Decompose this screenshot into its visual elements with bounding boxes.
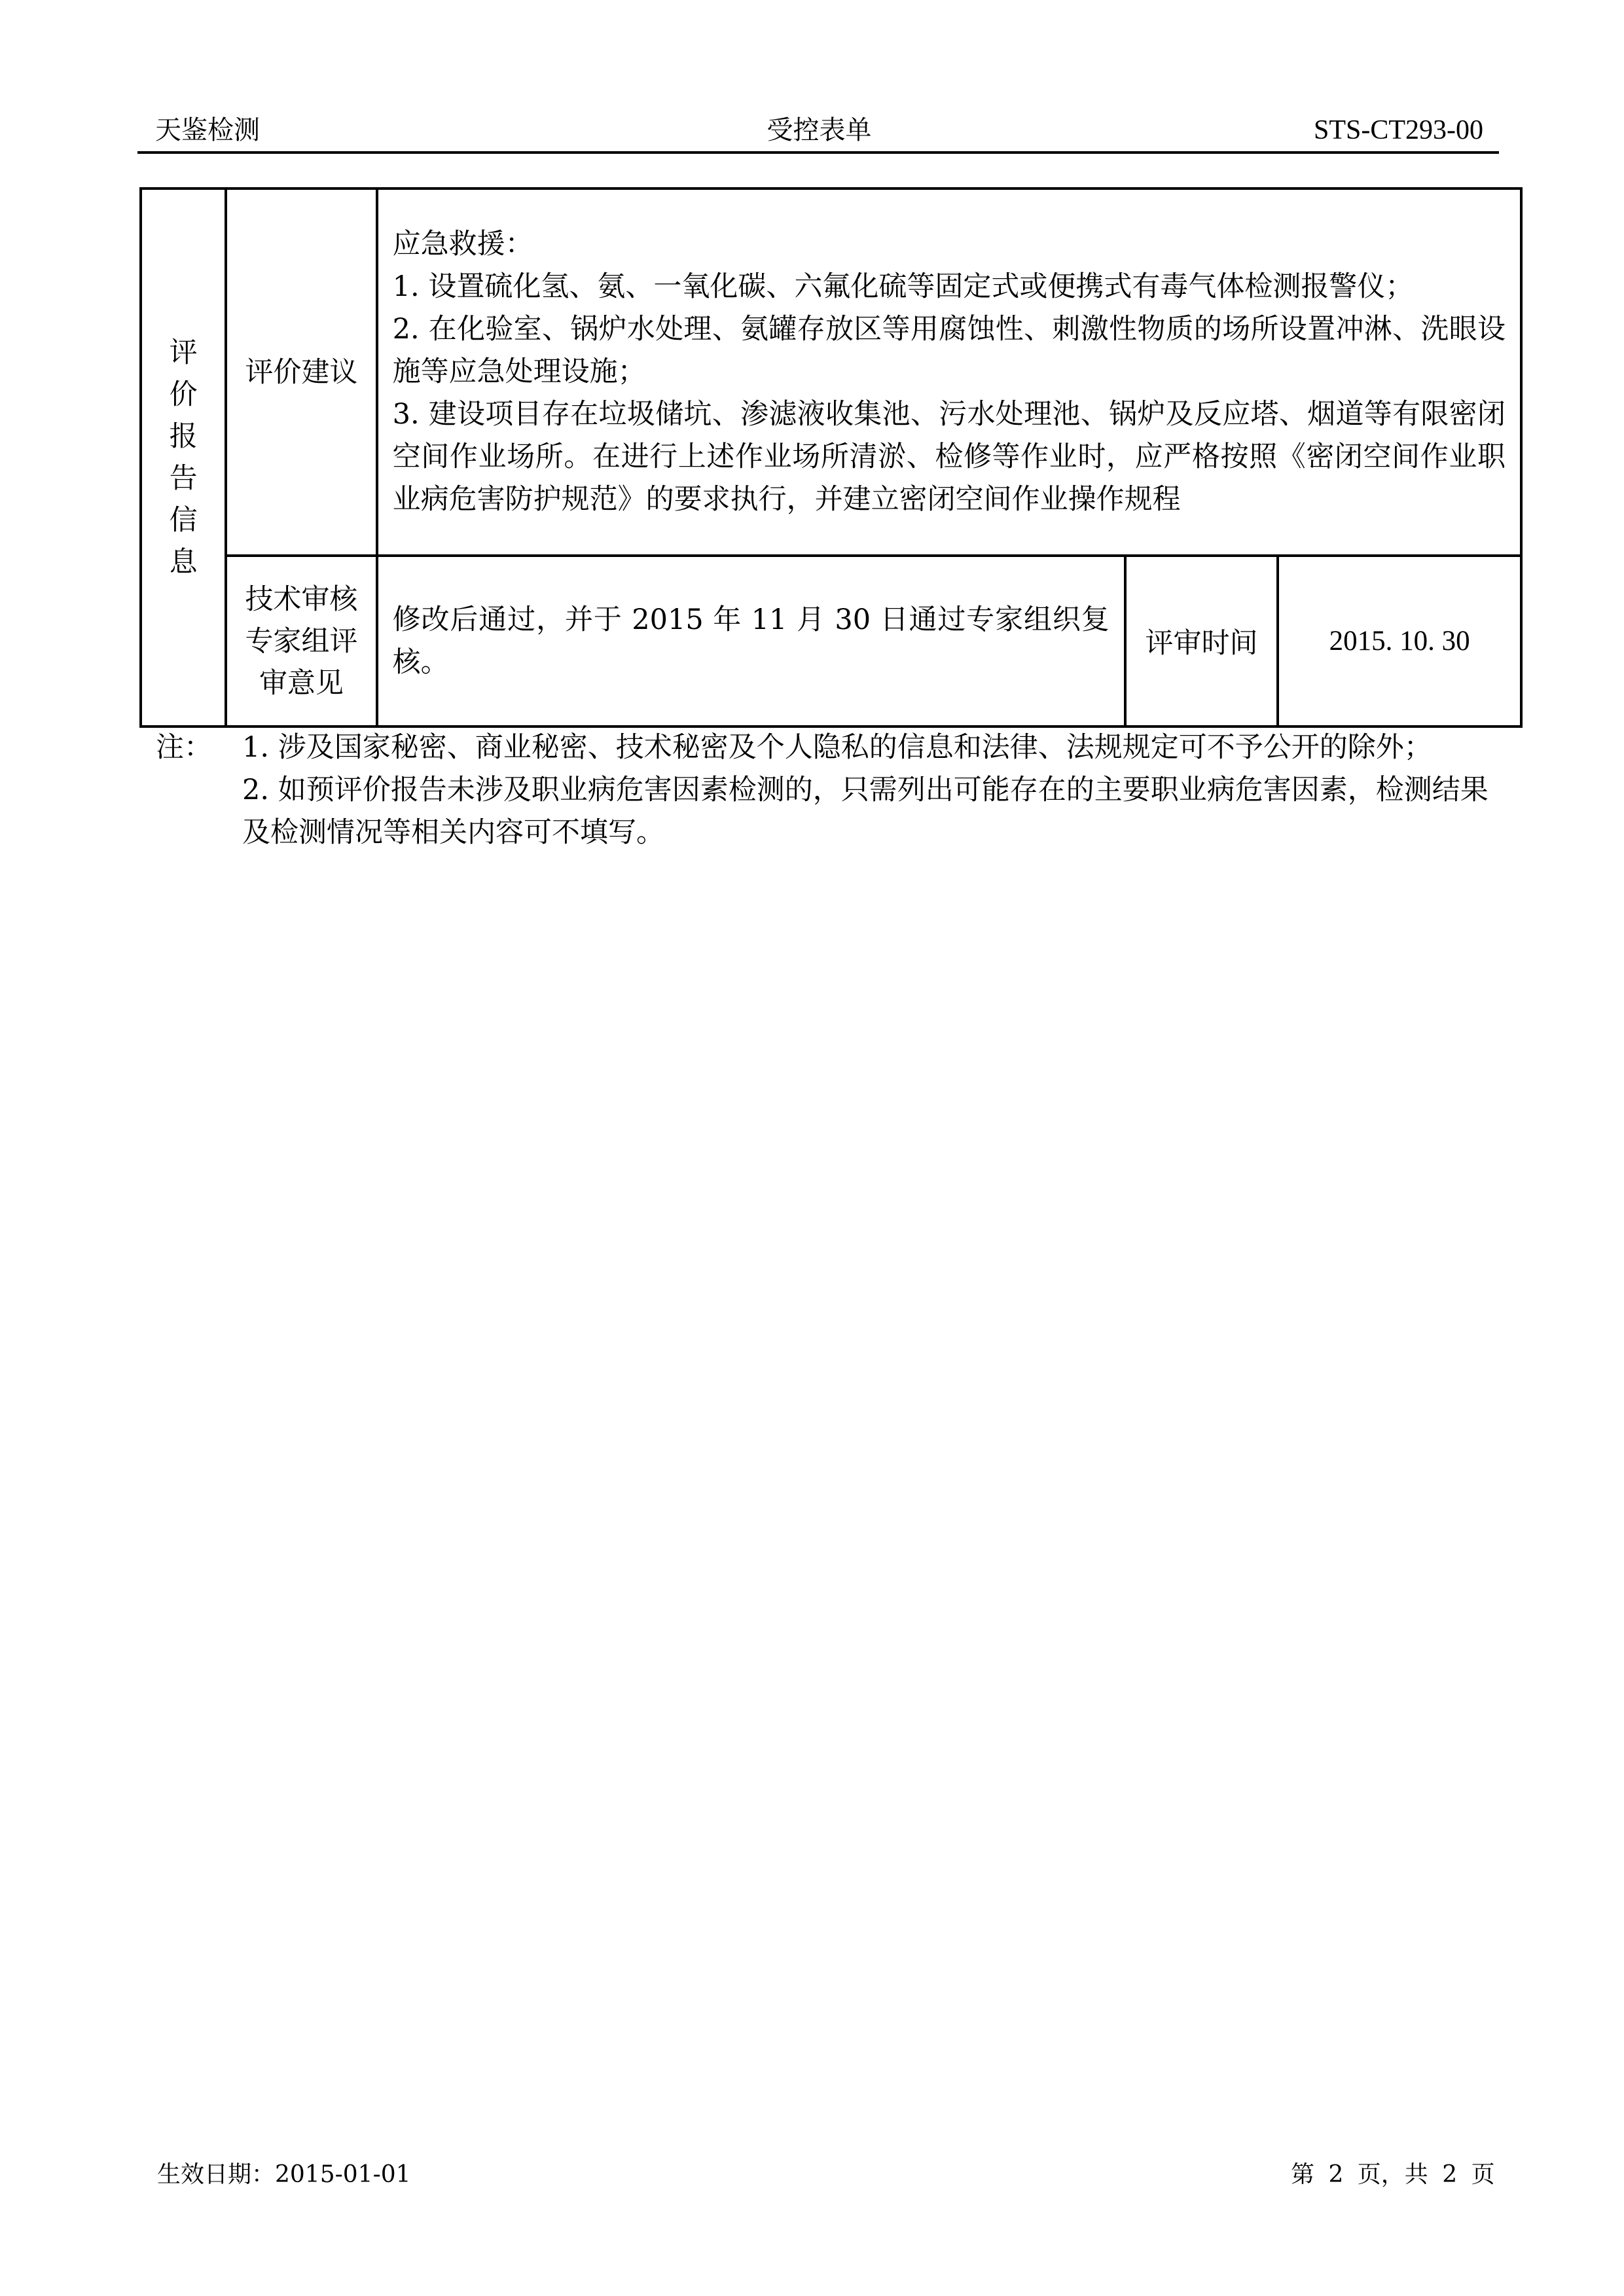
row-label-text: 评价建议 [245, 355, 358, 389]
effective-date: 生效日期：2015-01-01 [157, 2161, 411, 2188]
row-label-text: 审意见 [259, 666, 344, 700]
review-time-label: 评审时间 [1125, 556, 1278, 726]
note-item: 2. 如预评价报告未涉及职业病危害因素检测的，只需列出可能存在的主要职业病危害因素，检测结果及检测情况等相关内容可不填写。 [242, 774, 1489, 849]
table-row-evaluation-suggestion [141, 188, 1521, 556]
row-label-evaluation-suggestion [226, 188, 376, 556]
notes-list [242, 726, 1512, 854]
notes-label: 注： [156, 731, 212, 764]
header-divider [137, 151, 1499, 154]
section-label-evaluation-report-info [141, 188, 226, 726]
page-header [139, 111, 1499, 153]
content-heading: 应急救援： [392, 228, 533, 260]
note-item: 1. 涉及国家秘密、商业秘密、技术秘密及个人隐私的信息和法律、法规规定可不予公开的除外； [242, 731, 1432, 764]
expert-review-opinion: 修改后通过，并于 2015 年 11 月 30 日通过专家组织复核。 [377, 556, 1125, 726]
document-code: STS-CT293-00 [1313, 115, 1483, 145]
section-label-char: 评 [169, 336, 198, 369]
content-item: 3. 建设项目存在垃圾储坑、渗滤液收集池、污水处理池、锅炉及反应塔、烟道等有限密闭空间作业场所。在进行上述作业场所清淤、检修等作业时，应严格按照《密闭空间作业职业病危害防护规范》的要求执行，并建立密闭空间作业操作规程 [392, 398, 1506, 516]
table-row-expert-review [141, 556, 1521, 726]
section-label-char: 信 [169, 504, 198, 537]
section-label-char: 息 [169, 546, 198, 579]
evaluation-suggestion-content [377, 188, 1521, 556]
row-label-text: 专家组评 [245, 624, 358, 658]
content-item: 2. 在化验室、锅炉水处理、氨罐存放区等用腐蚀性、刺激性物质的场所设置冲淋、洗眼设施等应急处理设施； [392, 313, 1506, 388]
section-label-char: 告 [169, 462, 198, 495]
row-label-text: 技术审核 [245, 583, 358, 616]
page-indicator: 第 2 页，共 2 页 [1291, 2161, 1495, 2188]
content-item: 1. 设置硫化氢、氨、一氧化碳、六氟化硫等固定式或便携式有毒气体检测报警仪； [392, 270, 1414, 303]
section-label-char: 报 [169, 420, 198, 453]
section-label-char: 价 [169, 378, 198, 411]
company-name: 天鉴检测 [155, 115, 260, 145]
review-time-value: 2015. 10. 30 [1278, 556, 1521, 726]
form-type: 受控表单 [767, 115, 872, 145]
row-label-expert-review [226, 556, 376, 726]
evaluation-report-table [139, 187, 1523, 728]
